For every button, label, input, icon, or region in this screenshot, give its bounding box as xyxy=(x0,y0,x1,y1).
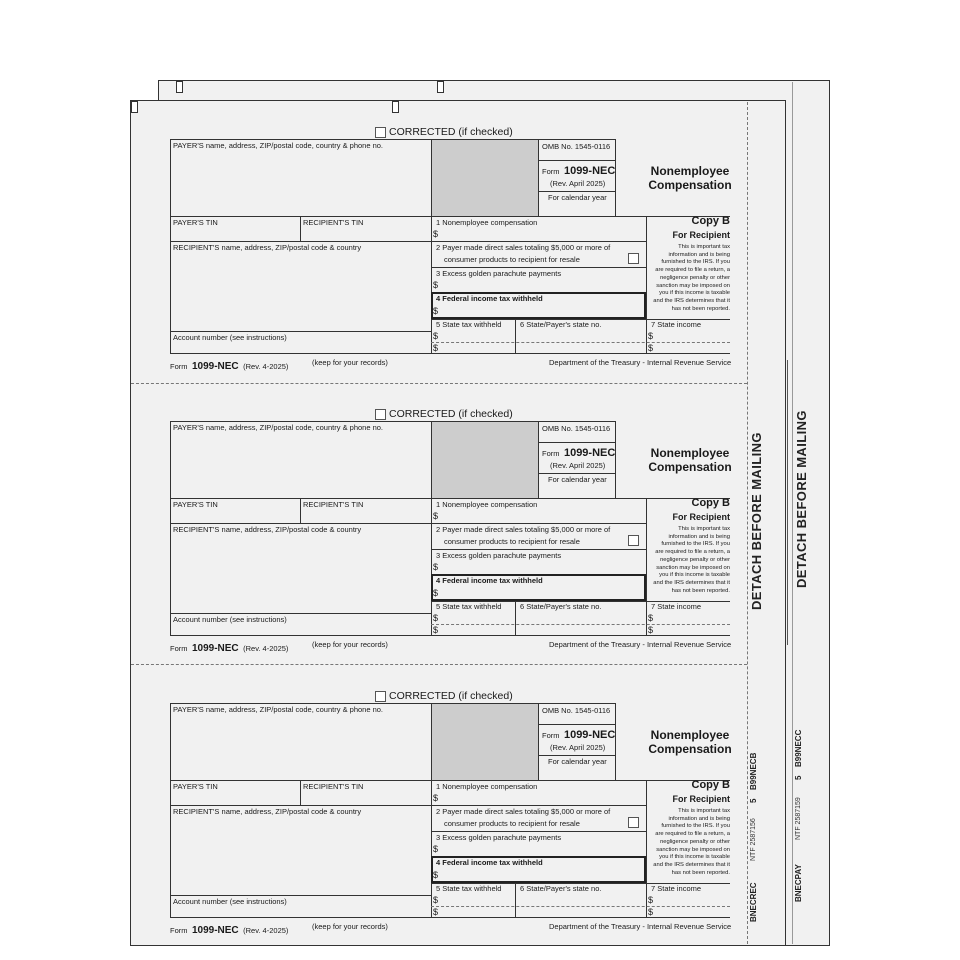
box5-dollar-2: $ xyxy=(433,625,439,635)
footer-form-word: Form xyxy=(170,644,188,653)
box1-dollar: $ xyxy=(433,511,439,521)
notice-line: you if this income is taxable xyxy=(659,854,730,861)
notice-line: you if this income is taxable xyxy=(659,572,730,579)
box4-dollar: $ xyxy=(433,870,439,880)
footer-revision: (Rev. 4-2025) xyxy=(243,644,289,653)
rule xyxy=(431,342,730,343)
box5-dollar-1: $ xyxy=(433,895,439,905)
corrected-checkbox[interactable] xyxy=(375,409,386,420)
omb-number: OMB No. 1545-0116 xyxy=(542,706,611,715)
box6-label: 6 State/Payer's state no. xyxy=(520,602,602,611)
payer-name-label: PAYER'S name, address, ZIP/postal code, country & phone no. xyxy=(173,705,384,714)
rule xyxy=(170,241,646,242)
form-id xyxy=(542,725,615,743)
front-code: B99NECB xyxy=(749,752,758,790)
box7-dollar-2: $ xyxy=(648,907,654,917)
footer-department: Department of the Treasury - Internal Revenue Service xyxy=(549,358,732,367)
corrected-label: CORRECTED (if checked) xyxy=(389,408,513,420)
box2-label-line1: 2 Payer made direct sales totaling $5,000 or more of xyxy=(436,525,611,534)
box7-dollar-2: $ xyxy=(648,343,654,353)
rule xyxy=(170,635,730,636)
gray-box xyxy=(432,704,538,780)
back-code: B99NECC xyxy=(794,729,803,767)
rule xyxy=(515,883,516,917)
box3-dollar: $ xyxy=(433,562,439,572)
footer-keep: (keep for your records) xyxy=(312,922,388,931)
box6-label: 6 State/Payer's state no. xyxy=(520,320,602,329)
box2-checkbox[interactable] xyxy=(628,535,639,546)
rule xyxy=(431,906,730,907)
title-line-1: Nonemployee xyxy=(650,728,730,742)
account-number-label: Account number (see instructions) xyxy=(173,615,287,624)
gray-box xyxy=(432,422,538,498)
box5-label: 5 State tax withheld xyxy=(436,884,502,893)
back-code-num: 5 xyxy=(794,775,803,780)
back-code-mid: NTF 2587159 xyxy=(795,797,802,840)
corrected-checkbox[interactable] xyxy=(375,691,386,702)
notice-line: negligence penalty or other xyxy=(660,274,730,281)
rule xyxy=(431,831,646,832)
payer-tin-label: PAYER'S TIN xyxy=(173,782,218,791)
notice-line: and the IRS determines that it xyxy=(653,579,730,586)
rule xyxy=(170,421,616,422)
box5-dollar-1: $ xyxy=(433,331,439,341)
form-word: Form xyxy=(542,167,560,176)
footer-form-id xyxy=(170,638,288,656)
box2-label-line2: consumer products to recipient for resale xyxy=(444,537,580,546)
front-sheet-notch-left xyxy=(131,101,138,113)
form-id xyxy=(542,443,615,461)
box2-label-line1: 2 Payer made direct sales totaling $5,000 or more of xyxy=(436,243,611,252)
rule xyxy=(170,703,616,704)
notice-line: and the IRS determines that it xyxy=(653,861,730,868)
box5-label: 5 State tax withheld xyxy=(436,602,502,611)
revision: (Rev. April 2025) xyxy=(550,179,606,188)
footer-form-number: 1099-NEC xyxy=(191,361,239,372)
box6-label: 6 State/Payer's state no. xyxy=(520,884,602,893)
notice-line: sanction may be imposed on xyxy=(656,846,730,853)
box5-dollar-1: $ xyxy=(433,613,439,623)
form-1099-nec-copy-2 xyxy=(170,409,730,669)
notice-text xyxy=(644,526,730,595)
back-strip-tick xyxy=(787,360,788,645)
calendar-year-label: For calendar year xyxy=(548,475,607,484)
box3-dollar: $ xyxy=(433,844,439,854)
rule xyxy=(538,473,615,474)
box2-label-line1: 2 Payer made direct sales totaling $5,000 or more of xyxy=(436,807,611,816)
title-line-2: Compensation xyxy=(648,742,732,756)
notice-line: are required to file a return, a xyxy=(655,549,730,556)
form-title xyxy=(630,164,750,192)
rule xyxy=(538,755,615,756)
rule xyxy=(170,353,730,354)
box1-dollar: $ xyxy=(433,229,439,239)
box4-label: 4 Federal income tax withheld xyxy=(436,576,543,585)
calendar-year-label: For calendar year xyxy=(548,193,607,202)
notice-line: furnished to the IRS. If you xyxy=(661,259,730,266)
box3-label: 3 Excess golden parachute payments xyxy=(436,269,562,278)
rule xyxy=(170,421,171,635)
notice-line: has not been reported. xyxy=(671,305,730,312)
form-1099-nec-copy-1 xyxy=(170,127,730,387)
box7-label: 7 State income xyxy=(651,320,702,329)
notice-text xyxy=(644,244,730,313)
rule xyxy=(170,331,431,332)
rule xyxy=(538,191,615,192)
corrected-checkbox[interactable] xyxy=(375,127,386,138)
recipient-name-label: RECIPIENT'S name, address, ZIP/postal code & country xyxy=(173,807,362,816)
rule xyxy=(515,319,516,353)
back-strip-line xyxy=(792,82,793,944)
box2-label-line2: consumer products to recipient for resale xyxy=(444,255,580,264)
rule xyxy=(431,624,730,625)
notice-line: negligence penalty or other xyxy=(660,838,730,845)
footer-form-id xyxy=(170,356,288,374)
rule xyxy=(170,139,171,353)
notice-text xyxy=(644,808,730,877)
notice-line: sanction may be imposed on xyxy=(656,282,730,289)
corrected-label: CORRECTED (if checked) xyxy=(389,690,513,702)
payer-tin-label: PAYER'S TIN xyxy=(173,500,218,509)
notice-line: has not been reported. xyxy=(671,587,730,594)
footer-revision: (Rev. 4-2025) xyxy=(243,926,289,935)
copy-label: Copy B xyxy=(691,215,730,227)
footer-department: Department of the Treasury - Internal Revenue Service xyxy=(549,640,732,649)
form-title xyxy=(630,446,750,474)
box1-label: 1 Nonemployee compensation xyxy=(436,218,538,227)
title-line-1: Nonemployee xyxy=(650,446,730,460)
footer-keep: (keep for your records) xyxy=(312,358,388,367)
notice-line: information and is being xyxy=(668,533,730,540)
rule xyxy=(170,703,171,917)
notice-line: information and is being xyxy=(668,815,730,822)
notice-line: has not been reported. xyxy=(671,869,730,876)
rule xyxy=(170,613,431,614)
rule xyxy=(515,601,516,635)
box2-checkbox[interactable] xyxy=(628,253,639,264)
box1-label: 1 Nonemployee compensation xyxy=(436,782,538,791)
box1-label: 1 Nonemployee compensation xyxy=(436,500,538,509)
box7-label: 7 State income xyxy=(651,884,702,893)
rule xyxy=(300,780,301,805)
notice-line: furnished to the IRS. If you xyxy=(661,823,730,830)
rule xyxy=(431,549,646,550)
form-number: 1099-NEC xyxy=(563,729,616,741)
form-number: 1099-NEC xyxy=(563,447,616,459)
front-code-num: 5 xyxy=(749,798,758,803)
revision: (Rev. April 2025) xyxy=(550,461,606,470)
title-line-1: Nonemployee xyxy=(650,164,730,178)
rule xyxy=(170,917,730,918)
back-sheet-notch-right xyxy=(437,81,444,93)
rule xyxy=(431,267,646,268)
corrected-label: CORRECTED (if checked) xyxy=(389,126,513,138)
form-1099-nec-copy-3 xyxy=(170,691,730,951)
notice-line: information and is being xyxy=(668,251,730,258)
rule xyxy=(170,895,431,896)
box7-dollar-1: $ xyxy=(648,895,654,905)
rule xyxy=(170,139,616,140)
notice-line: This is important tax xyxy=(678,244,730,250)
notice-line: negligence penalty or other xyxy=(660,556,730,563)
box5-label: 5 State tax withheld xyxy=(436,320,502,329)
box1-dollar: $ xyxy=(433,793,439,803)
recipient-name-label: RECIPIENT'S name, address, ZIP/postal code & country xyxy=(173,243,362,252)
footer-revision: (Rev. 4-2025) xyxy=(243,362,289,371)
footer-form-word: Form xyxy=(170,926,188,935)
box3-label: 3 Excess golden parachute payments xyxy=(436,551,562,560)
rule xyxy=(170,523,646,524)
rule xyxy=(300,498,301,523)
front-code-mid: NTF 2587156 xyxy=(750,818,757,861)
payer-name-label: PAYER'S name, address, ZIP/postal code, country & phone no. xyxy=(173,423,384,432)
title-line-2: Compensation xyxy=(648,178,732,192)
box7-label: 7 State income xyxy=(651,602,702,611)
recipient-name-label: RECIPIENT'S name, address, ZIP/postal code & country xyxy=(173,525,362,534)
front-sheet-notch-right xyxy=(392,101,399,113)
notice-line: furnished to the IRS. If you xyxy=(661,541,730,548)
notice-line: This is important tax xyxy=(678,526,730,532)
box5-dollar-2: $ xyxy=(433,907,439,917)
for-recipient-label: For Recipient xyxy=(672,230,730,240)
copy-label: Copy B xyxy=(691,779,730,791)
payer-name-label: PAYER'S name, address, ZIP/postal code, country & phone no. xyxy=(173,141,384,150)
box3-dollar: $ xyxy=(433,280,439,290)
footer-keep: (keep for your records) xyxy=(312,640,388,649)
notice-line: This is important tax xyxy=(678,808,730,814)
copy-label: Copy B xyxy=(691,497,730,509)
box2-checkbox[interactable] xyxy=(628,817,639,828)
front-perforation-vertical xyxy=(747,102,748,944)
box4-dollar: $ xyxy=(433,588,439,598)
recipient-tin-label: RECIPIENT'S TIN xyxy=(303,500,364,509)
calendar-year-label: For calendar year xyxy=(548,757,607,766)
back-code-left: BNECPAY xyxy=(794,864,803,902)
form-number: 1099-NEC xyxy=(563,165,616,177)
footer-department: Department of the Treasury - Internal Revenue Service xyxy=(549,922,732,931)
notice-line: sanction may be imposed on xyxy=(656,564,730,571)
back-sheet-notch-left xyxy=(176,81,183,93)
rule xyxy=(538,703,539,780)
footer-form-number: 1099-NEC xyxy=(191,643,239,654)
form-title xyxy=(630,728,750,756)
form-word: Form xyxy=(542,731,560,740)
notice-line: are required to file a return, a xyxy=(655,831,730,838)
rule xyxy=(538,139,539,216)
box7-dollar-1: $ xyxy=(648,613,654,623)
title-line-2: Compensation xyxy=(648,460,732,474)
footer-form-word: Form xyxy=(170,362,188,371)
recipient-tin-label: RECIPIENT'S TIN xyxy=(303,782,364,791)
rule xyxy=(170,805,646,806)
box3-label: 3 Excess golden parachute payments xyxy=(436,833,562,842)
recipient-tin-label: RECIPIENT'S TIN xyxy=(303,218,364,227)
revision: (Rev. April 2025) xyxy=(550,743,606,752)
box4-dollar: $ xyxy=(433,306,439,316)
form-id xyxy=(542,161,615,179)
notice-line: you if this income is taxable xyxy=(659,290,730,297)
footer-form-id xyxy=(170,920,288,938)
notice-line: are required to file a return, a xyxy=(655,267,730,274)
box2-label-line2: consumer products to recipient for resale xyxy=(444,819,580,828)
box5-dollar-2: $ xyxy=(433,343,439,353)
back-detach-label: DETACH BEFORE MAILING xyxy=(794,410,809,588)
rule xyxy=(538,421,539,498)
for-recipient-label: For Recipient xyxy=(672,512,730,522)
account-number-label: Account number (see instructions) xyxy=(173,333,287,342)
payer-tin-label: PAYER'S TIN xyxy=(173,218,218,227)
omb-number: OMB No. 1545-0116 xyxy=(542,424,611,433)
for-recipient-label: For Recipient xyxy=(672,794,730,804)
omb-number: OMB No. 1545-0116 xyxy=(542,142,611,151)
form-word: Form xyxy=(542,449,560,458)
front-code-left: BNECREC xyxy=(749,882,758,922)
account-number-label: Account number (see instructions) xyxy=(173,897,287,906)
front-detach-label: DETACH BEFORE MAILING xyxy=(749,432,764,610)
footer-form-number: 1099-NEC xyxy=(191,925,239,936)
box4-label: 4 Federal income tax withheld xyxy=(436,294,543,303)
box7-dollar-2: $ xyxy=(648,625,654,635)
gray-box xyxy=(432,140,538,216)
notice-line: and the IRS determines that it xyxy=(653,297,730,304)
box4-label: 4 Federal income tax withheld xyxy=(436,858,543,867)
box7-dollar-1: $ xyxy=(648,331,654,341)
rule xyxy=(300,216,301,241)
